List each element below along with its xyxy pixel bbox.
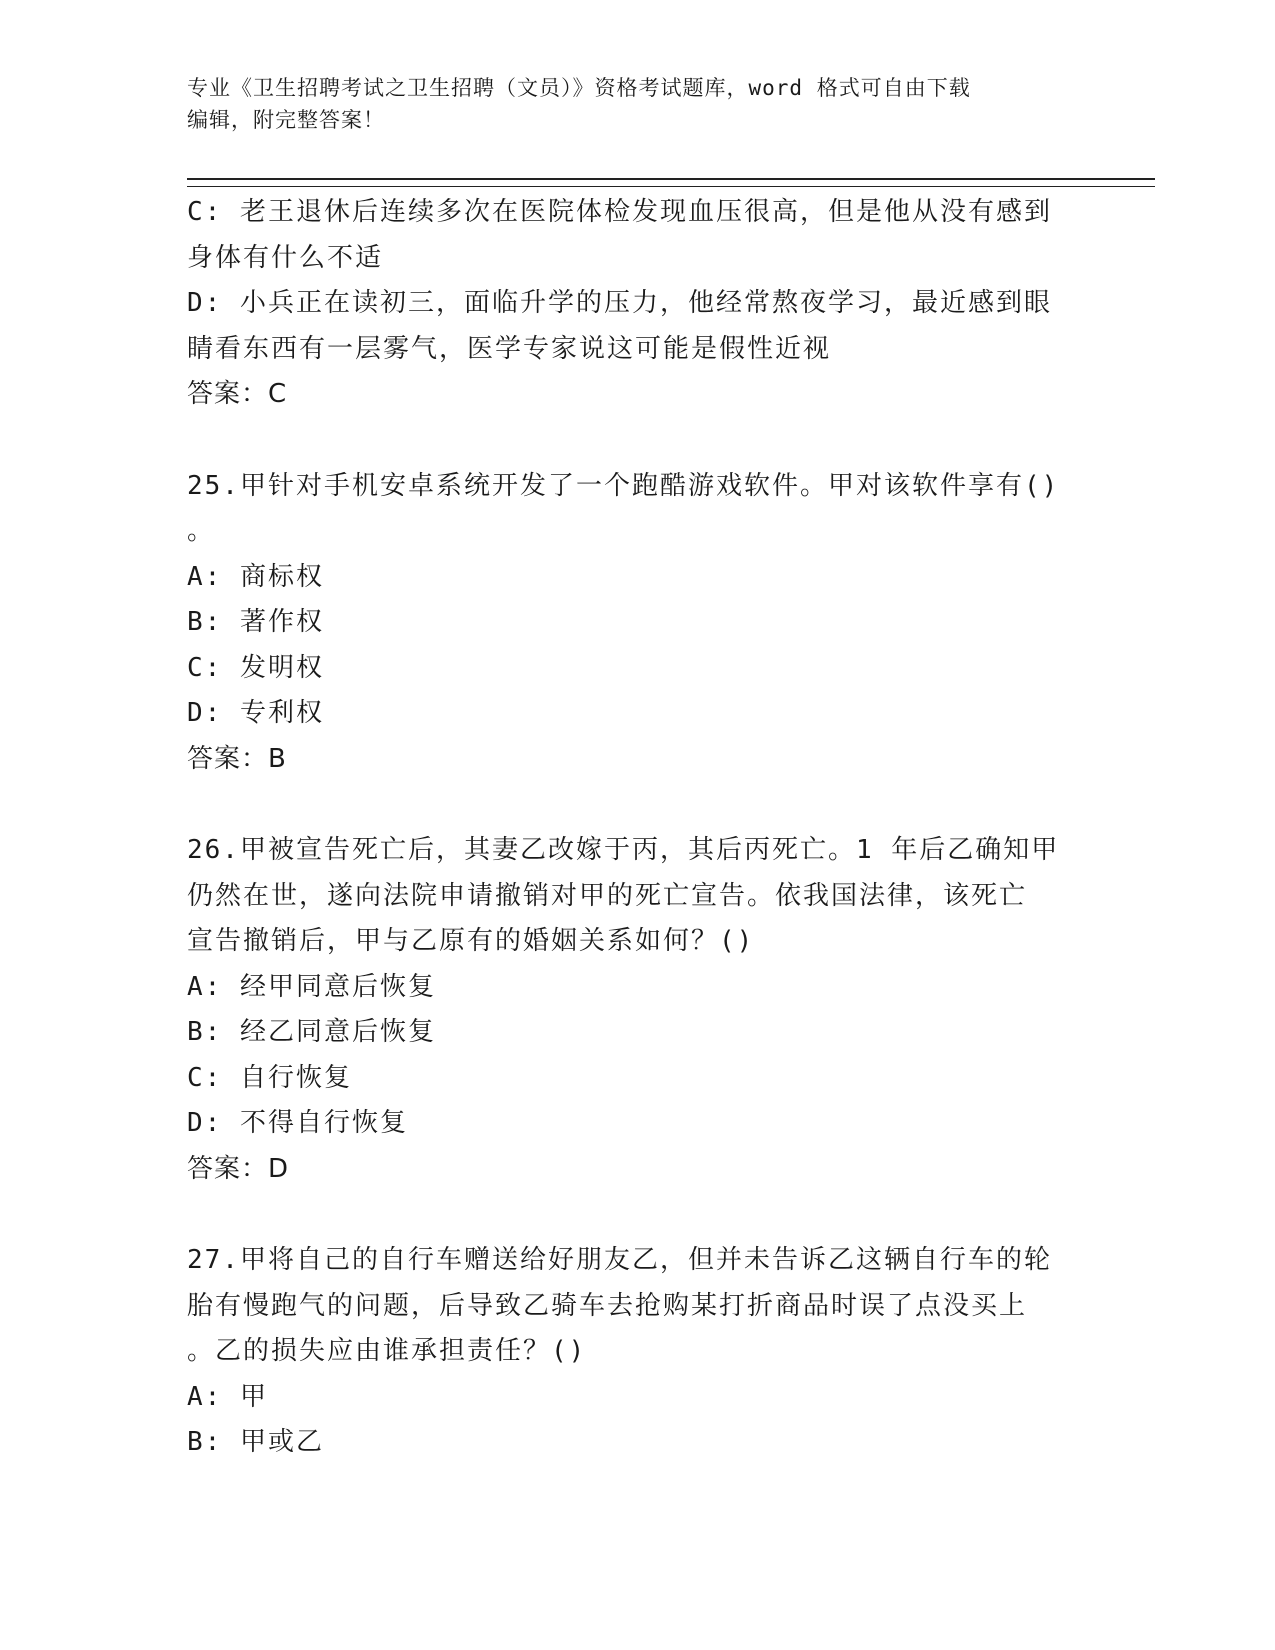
option-c: C: 老王退休后连续多次在医院体检发现血压很高，但是他从没有感到 bbox=[187, 197, 1052, 227]
question-stem: 。 bbox=[187, 516, 216, 546]
document-body bbox=[187, 190, 1087, 1466]
option-c-continued: 身体有什么不适 bbox=[187, 242, 384, 273]
question-stem: 仍然在世，遂向法院申请撤销对甲的死亡宣告。依我国法律，该死亡 bbox=[187, 880, 1028, 911]
option-d: D: 小兵正在读初三，面临升学的压力，他经常熬夜学习，最近感到眼 bbox=[187, 288, 1052, 318]
question-stem: 26.甲被宣告死亡后，其妻乙改嫁于丙，其后丙死亡。1 年后乙确知甲 bbox=[187, 835, 1060, 865]
option-b: B: 著作权 bbox=[187, 607, 324, 637]
option-d: D: 不得自行恢复 bbox=[187, 1108, 408, 1138]
page-header bbox=[187, 72, 1087, 136]
spacer bbox=[187, 418, 1087, 464]
option-c: C: 自行恢复 bbox=[187, 1062, 352, 1093]
spacer bbox=[187, 1192, 1087, 1238]
question-block-27 bbox=[187, 1238, 1087, 1466]
option-a: A: 经甲同意后恢复 bbox=[187, 971, 436, 1002]
question-stem: 27.甲将自己的自行车赠送给好朋友乙，但并未告诉乙这辆自行车的轮 bbox=[187, 1245, 1052, 1275]
option-b: B: 甲或乙 bbox=[187, 1427, 324, 1457]
option-b: B: 经乙同意后恢复 bbox=[187, 1017, 436, 1047]
option-c: C: 发明权 bbox=[187, 652, 324, 683]
spacer bbox=[187, 782, 1087, 828]
question-stem: 胎有慢跑气的问题，后导致乙骑车去抢购某打折商品时误了点没买上 bbox=[187, 1290, 1028, 1321]
question-block-26 bbox=[187, 828, 1087, 1192]
answer-text: 答案：D bbox=[187, 1153, 290, 1184]
question-stem: 宣告撤销后，甲与乙原有的婚姻关系如何？() bbox=[187, 926, 755, 956]
question-stem: 。乙的损失应由谁承担责任？() bbox=[187, 1336, 587, 1366]
question-stem: 25.甲针对手机安卓系统开发了一个跑酷游戏软件。甲对该软件享有() bbox=[187, 470, 1060, 501]
option-a: A: 商标权 bbox=[187, 561, 324, 592]
header-line: 编辑，附完整答案！ bbox=[187, 108, 385, 132]
answer-text: 答案：B bbox=[187, 743, 287, 774]
question-block-24 bbox=[187, 190, 1087, 418]
header-line: 专业《卫生招聘考试之卫生招聘（文员）》资格考试题库，word 格式可自由下载 bbox=[187, 76, 971, 100]
option-d-continued: 睛看东西有一层雾气，医学专家说这可能是假性近视 bbox=[187, 333, 832, 364]
option-a: A: 甲 bbox=[187, 1381, 268, 1412]
option-d: D: 专利权 bbox=[187, 698, 324, 728]
answer-text: 答案：C bbox=[187, 379, 288, 409]
header-divider bbox=[187, 178, 1155, 187]
question-block-25 bbox=[187, 464, 1087, 783]
